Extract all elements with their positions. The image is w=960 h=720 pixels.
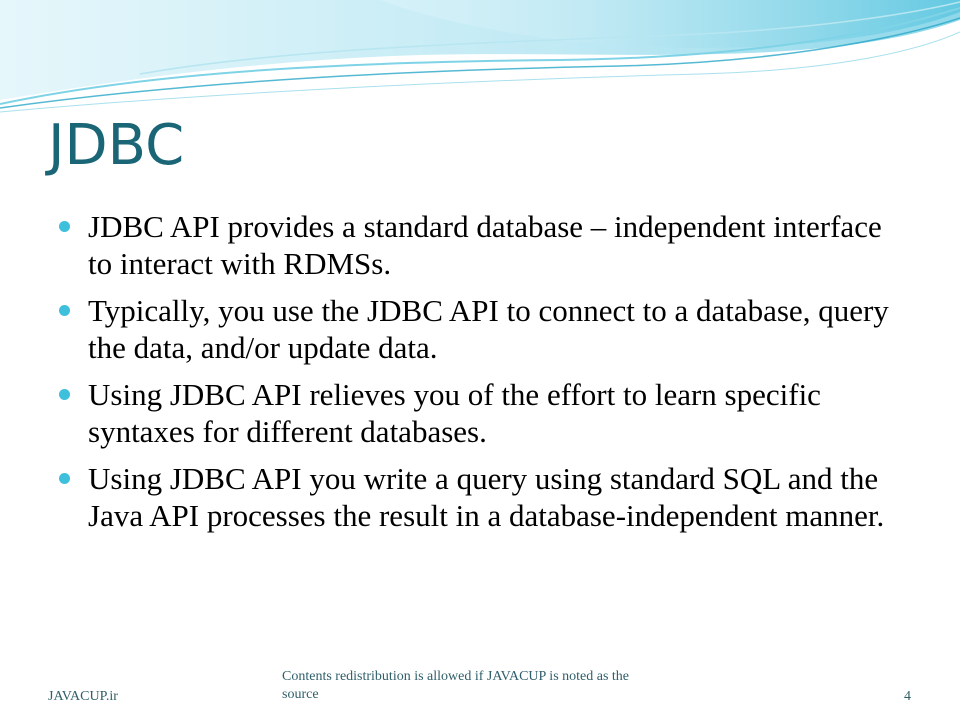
bullet-dot-icon: [59, 221, 70, 232]
bullet-dot-icon: [59, 473, 70, 484]
page-number: 4: [904, 689, 911, 704]
footer-source: JAVACUP.ir: [48, 689, 118, 704]
bullet-text: Using JDBC API you write a query using standard SQL and the Java API processes the result in a database-independent manner.: [88, 461, 885, 533]
bullet-dot-icon: [59, 389, 70, 400]
bullet-text: Using JDBC API relieves you of the effort to learn specific syntaxes for different databases.: [88, 377, 821, 449]
bullet-dot-icon: [59, 305, 70, 316]
header-wave-decoration: [0, 0, 960, 120]
bullet-text: JDBC API provides a standard database – independent interface to interact with RDMSs.: [88, 209, 882, 281]
footer-notice: Contents redistribution is allowed if JAVACUP is noted as the source: [282, 669, 630, 703]
bullet-item: [56, 208, 906, 282]
bullet-item: [56, 460, 906, 534]
bullet-item: [56, 376, 906, 450]
bullet-text: Typically, you use the JDBC API to connect to a database, query the data, and/or update data.: [88, 293, 889, 365]
bullet-item: [56, 292, 906, 366]
slide-title: JDBC: [48, 113, 185, 178]
bullet-list: [56, 208, 906, 544]
